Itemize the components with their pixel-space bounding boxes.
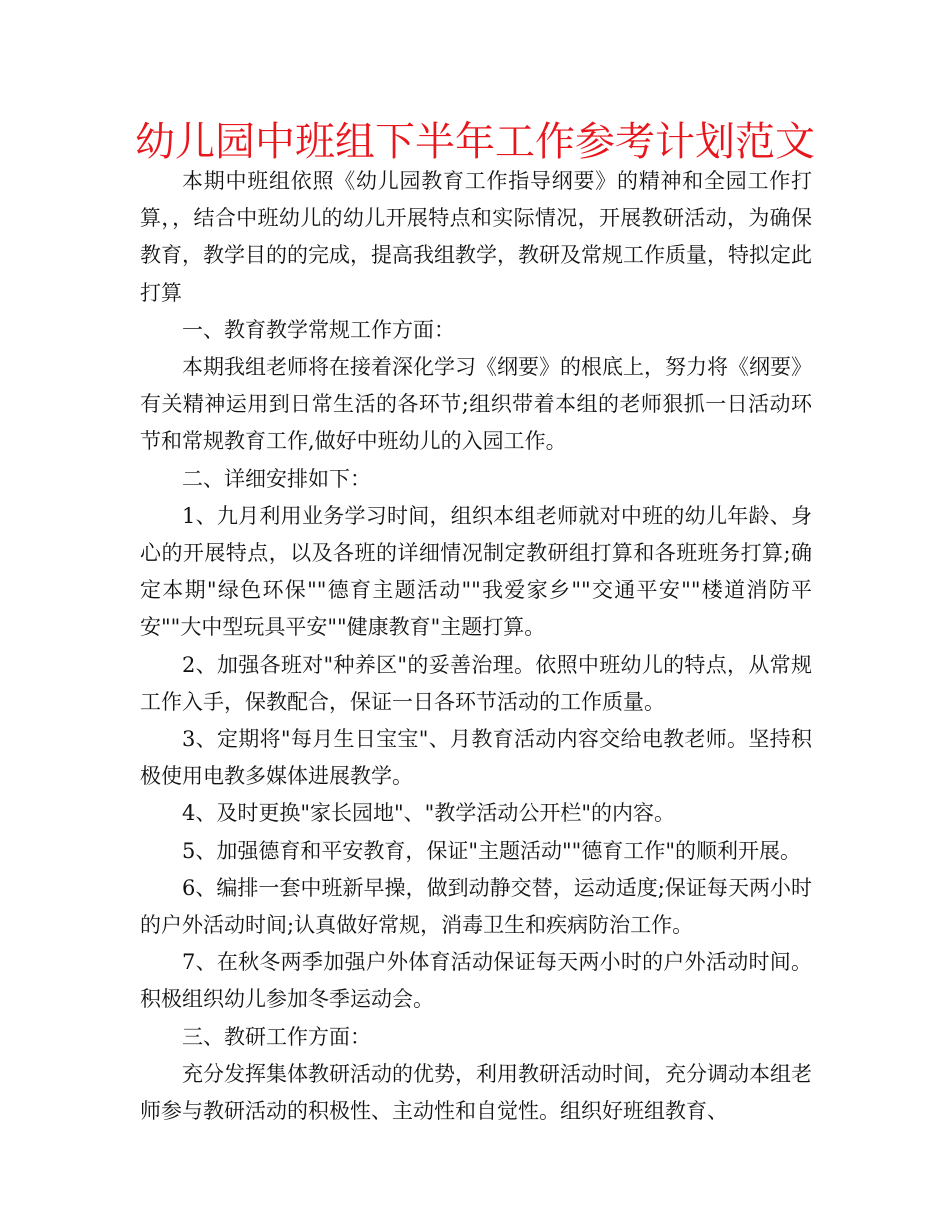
intro-paragraph: 本期中班组依照《幼儿园教育工作指导纲要》的精神和全园工作打算，，结合中班幼儿的幼儿开展特点和实际情况，开展教研活动，为确保教育，教学目的的完成，提高我组教学，教研及常规工作质量，特拟定此打算: [140, 169, 812, 305]
list-item-3: 3、定期将"每月生日宝宝"、月教育活动内容交给电教老师。坚持积极使用电教多媒体进展教学。: [140, 727, 812, 789]
list-item-1: 1、九月利用业务学习时间，组织本组老师就对中班的幼儿年龄、身心的开展特点，以及各班的详细情况制定教研组打算和各班班务打算;确定本期"绿色环保""德育主题活动""我爱家乡""交通平安""楼道消防平安""大中型玩具平安""健康教育"主题打算。: [140, 503, 812, 640]
section-heading-1: 一、教育教学常规工作方面：: [182, 317, 455, 342]
section-3-paragraph: 充分发挥集体教研活动的优势，利用教研活动时间，充分调动本组老师参与教研活动的积极性、主动性和自觉性。组织好班组教育、: [140, 1061, 812, 1124]
list-item-5: 5、加强德育和平安教育，保证"主题活动""德育工作"的顺利开展。: [182, 838, 801, 863]
document-title: 幼儿园中班组下半年工作参考计划范文: [135, 119, 815, 165]
list-item-2: 2、加强各班对"种养区"的妥善治理。依照中班幼儿的特点，从常规工作入手，保教配合，保证一日各环节活动的工作质量。: [140, 652, 812, 714]
list-item-6: 6、编排一套中班新早操，做到动静交替，运动适度;保证每天两小时的户外活动时间;认真做好常规，消毒卫生和疾病防治工作。: [140, 875, 812, 938]
document-body: [140, 163, 812, 1130]
list-item-4: 4、及时更换"家长园地"、"教学活动公开栏"的内容。: [182, 801, 675, 826]
section-1-paragraph: 本期我组老师将在接着深化学习《纲要》的根底上，努力将《纲要》有关精神运用到日常生活的各环节;组织带着本组的老师狠抓一日活动环节和常规教育工作,做好中班幼儿的入园工作。: [140, 355, 812, 454]
section-heading-2: 二、详细安排如下：: [182, 466, 371, 491]
section-heading-3: 三、教研工作方面：: [182, 1024, 371, 1049]
list-item-7: 7、在秋冬两季加强户外体育活动保证每天两小时的户外活动时间。积极组织幼儿参加冬季运动会。: [140, 950, 812, 1012]
